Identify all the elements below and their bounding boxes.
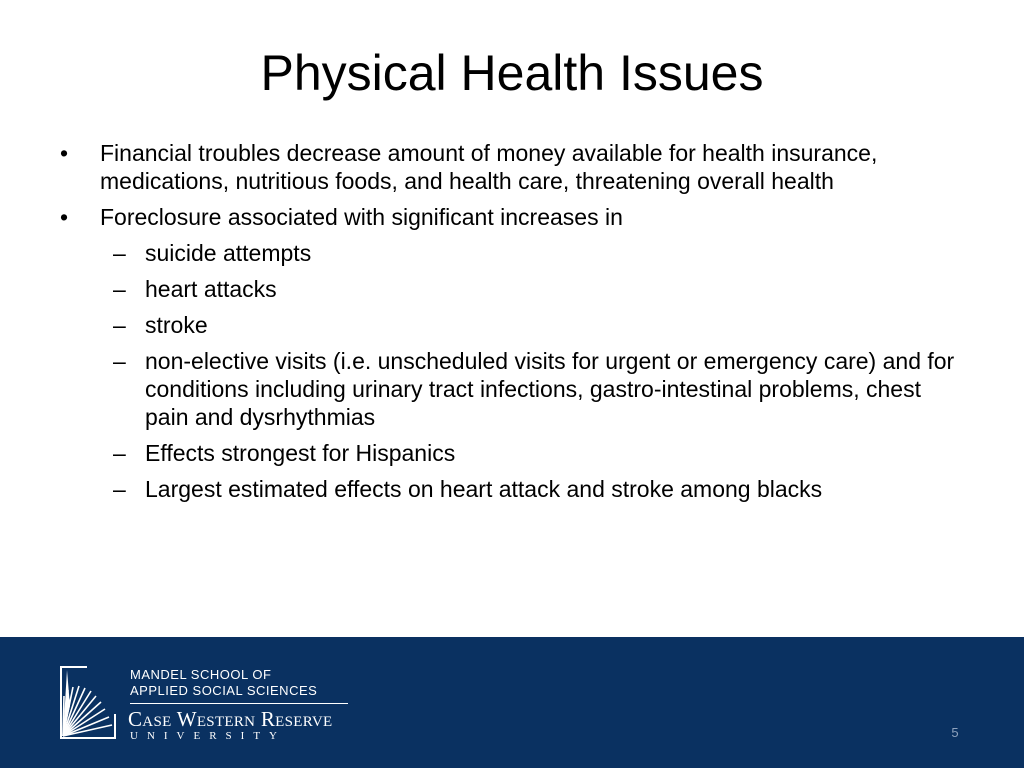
sub-bullet-marker: – [113, 476, 126, 502]
sub-bullet-text: Largest estimated effects on heart attack and stroke among blacks [145, 476, 823, 502]
sub-bullet-text: Effects strongest for Hispanics [145, 440, 456, 466]
logo-text-school-line1: MANDEL SCHOOL OF [130, 667, 272, 682]
sub-bullet-list [60, 239, 960, 503]
bullet-marker: • [60, 140, 69, 166]
slide-body [60, 139, 960, 511]
sub-bullet-marker: – [113, 312, 126, 338]
sub-bullet-text: suicide attempts [145, 240, 312, 266]
logo-divider [130, 703, 348, 704]
bullet-text: Financial troubles decrease amount of money available for health insurance, medications, nutritious foods, and health care, threatening overall health [100, 140, 878, 194]
sub-bullet-item [60, 311, 960, 339]
sub-bullet-item [60, 347, 960, 431]
sub-bullet-item [60, 239, 960, 267]
bullet-item [60, 139, 960, 195]
slide-title: Physical Health Issues [260, 45, 764, 101]
sub-bullet-item [60, 439, 960, 467]
footer-bar [0, 637, 1024, 768]
logo-text-school-line2: APPLIED SOCIAL SCIENCES [130, 683, 318, 698]
bullet-item [60, 203, 960, 231]
sub-bullet-text: stroke [145, 312, 208, 338]
bullet-marker: • [60, 204, 69, 230]
bullet-text: Foreclosure associated with significant increases in [100, 204, 623, 230]
slide-number: 5 [951, 725, 959, 740]
sub-bullet-marker: – [113, 440, 126, 466]
sub-bullet-marker: – [113, 276, 126, 302]
sub-bullet-text: non-elective visits (i.e. unscheduled visits for urgent or emergency care) and for conditions including urinary tract infections, gastro-intestinal problems, chest pain and dysrhythmias [145, 348, 955, 430]
sunburst-logo-icon [60, 666, 116, 740]
sub-bullet-text: heart attacks [145, 276, 277, 302]
sub-bullet-item [60, 475, 960, 503]
logo-text-university-name: Case Western Reserve [128, 707, 333, 731]
sub-bullet-marker: – [113, 348, 126, 374]
sub-bullet-marker: – [113, 240, 126, 266]
sub-bullet-item [60, 275, 960, 303]
logo-text-university: UNIVERSITY [130, 730, 286, 742]
